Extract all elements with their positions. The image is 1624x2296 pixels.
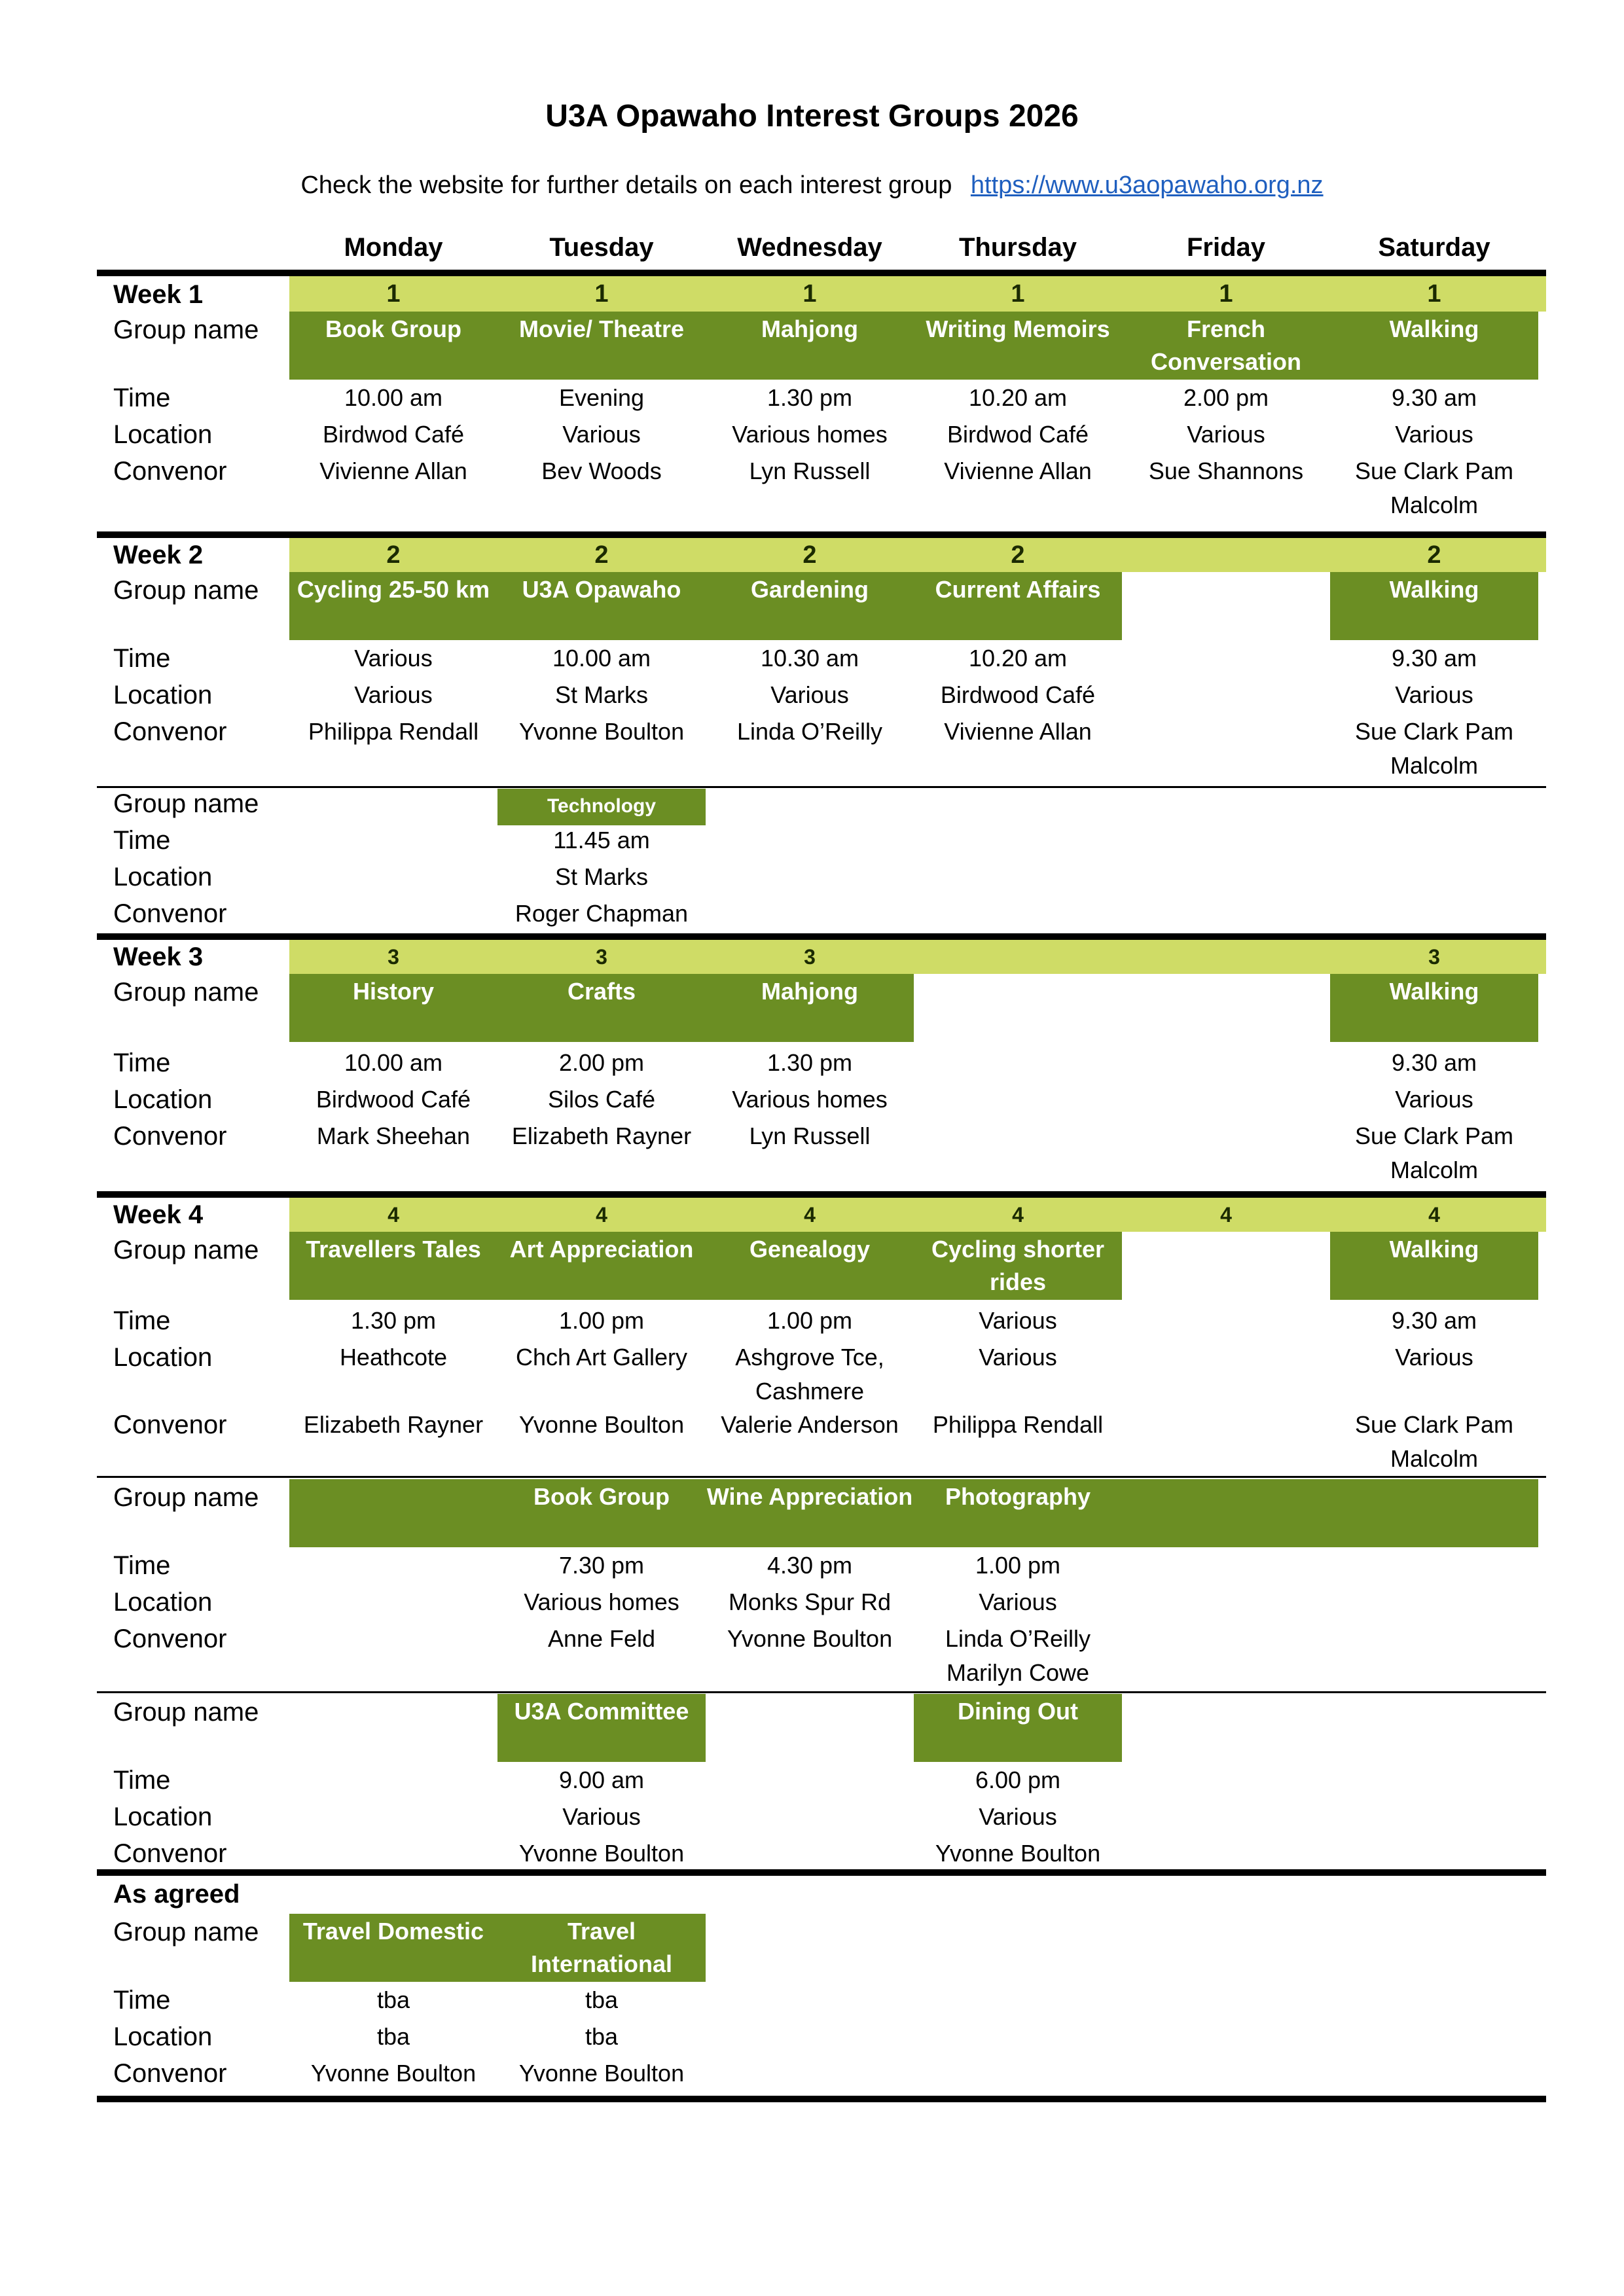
group-name-cell[interactable]: Travellers Tales [289, 1232, 497, 1300]
convenor-label: Convenor [113, 899, 227, 928]
group-convenor: Valerie Anderson [721, 1411, 899, 1438]
group-name-cell[interactable]: Book Group [497, 1479, 706, 1547]
group-time: 10.00 am [552, 645, 651, 672]
group-convenor: Vivienne Allan [319, 457, 467, 484]
group-time: 9.30 am [1391, 645, 1477, 672]
group-name-cell[interactable]: Walking [1330, 974, 1538, 1042]
divider-line [97, 1191, 1546, 1198]
location-label: Location [113, 1588, 213, 1617]
group-name-cell[interactable]: U3A Committee [497, 1694, 706, 1762]
week-number: 3 [1428, 945, 1440, 969]
group-name-cell[interactable]: Writing Memoirs [914, 312, 1122, 380]
group-convenor: Sue Clark Pam Malcolm [1354, 1122, 1514, 1183]
group-location: St Marks [554, 863, 648, 890]
group-convenor: Yvonne Boulton [518, 2060, 685, 2087]
group-name-label: Group name [113, 576, 259, 605]
group-convenor: Mark Sheehan [316, 1122, 471, 1149]
group-time: 2.00 pm [1183, 384, 1269, 411]
divider-line [97, 270, 1546, 276]
group-time: Various [354, 645, 433, 672]
week-number: 1 [803, 280, 817, 308]
page-title: U3A Opawaho Interest Groups 2026 [545, 99, 1079, 134]
week-number: 3 [804, 945, 816, 969]
group-location: Various [354, 681, 433, 708]
group-time: 1.00 pm [975, 1552, 1061, 1579]
time-label: Time [113, 1551, 171, 1580]
group-location: Various [562, 421, 641, 448]
group-name-cell[interactable]: Travel International [497, 1914, 706, 1982]
group-location: Birdwod Café [947, 421, 1089, 448]
group-name-cell[interactable]: Current Affairs [914, 572, 1122, 640]
convenor-label: Convenor [113, 1839, 227, 1868]
group-location: Birdwood Café [940, 681, 1096, 708]
divider-line [97, 1476, 1546, 1478]
divider-line [97, 1691, 1546, 1693]
group-location: Various homes [732, 421, 888, 448]
group-name-cell[interactable]: Book Group [289, 312, 497, 380]
convenor-label: Convenor [113, 1410, 227, 1439]
group-name-label: Group name [113, 1918, 259, 1946]
group-time: 2.00 pm [558, 1049, 645, 1076]
group-location: Birdwod Café [322, 421, 465, 448]
day-header-thursday: Thursday [958, 233, 1077, 262]
group-time: 10.20 am [968, 384, 1068, 411]
group-location: Various [979, 1803, 1057, 1830]
group-location: Various homes [732, 1086, 888, 1113]
group-name-cell[interactable]: Travel Domestic [289, 1914, 497, 1982]
location-label: Location [113, 1343, 213, 1372]
divider-line [97, 786, 1546, 788]
group-location: tba [376, 2023, 410, 2050]
group-time: 11.45 am [553, 827, 650, 853]
time-label: Time [113, 644, 171, 673]
group-name-cell[interactable]: Gardening [706, 572, 914, 640]
week-number: 1 [594, 280, 609, 308]
group-name-cell [1330, 1479, 1538, 1547]
group-location: Various [1187, 421, 1265, 448]
group-name-cell[interactable]: Cycling 25-50 km [289, 572, 497, 640]
group-time: 10.00 am [344, 384, 443, 411]
convenor-label: Convenor [113, 1122, 227, 1151]
week-number: 4 [1428, 1203, 1440, 1227]
week-number: 1 [1011, 280, 1025, 308]
group-name-cell[interactable]: Mahjong [706, 312, 914, 380]
group-time: tba [376, 1986, 410, 2013]
group-name-cell[interactable]: Genealogy [706, 1232, 914, 1300]
group-name-cell[interactable]: French Conversation [1122, 312, 1330, 380]
group-time: 9.30 am [1391, 1049, 1477, 1076]
day-header-friday: Friday [1186, 233, 1266, 262]
divider-line [97, 531, 1546, 538]
week-label: Week 1 [113, 280, 204, 309]
week-number: 4 [596, 1203, 607, 1227]
group-time: 6.00 pm [975, 1767, 1061, 1793]
group-name-cell[interactable]: Movie/ Theatre [497, 312, 706, 380]
group-time: 4.30 pm [767, 1552, 853, 1579]
group-convenor: Philippa Rendall [308, 718, 479, 745]
convenor-label: Convenor [113, 1624, 227, 1653]
group-name-label: Group name [113, 1698, 259, 1727]
group-name-label: Group name [113, 315, 259, 344]
group-name-cell [1122, 1479, 1330, 1547]
group-convenor: Yvonne Boulton [518, 1411, 685, 1438]
week-label: As agreed [113, 1880, 240, 1909]
week-number: 3 [388, 945, 399, 969]
time-label: Time [113, 1306, 171, 1335]
time-label: Time [113, 384, 171, 412]
group-time: 1.30 pm [767, 384, 853, 411]
group-location: Heathcote [339, 1344, 448, 1371]
time-label: Time [113, 1986, 171, 2015]
group-time: 1.30 pm [350, 1307, 437, 1334]
group-time: 10.30 am [760, 645, 859, 672]
group-location: Various [979, 1344, 1057, 1371]
group-location: tba [585, 2023, 619, 2050]
group-time: 1.00 pm [767, 1307, 853, 1334]
group-name-cell[interactable]: Photography [914, 1479, 1122, 1547]
location-label: Location [113, 681, 213, 709]
week-number: 4 [1220, 1203, 1232, 1227]
group-name-cell[interactable]: Walking [1330, 1232, 1538, 1300]
group-time: 7.30 pm [558, 1552, 645, 1579]
location-label: Location [113, 863, 213, 891]
group-convenor: Yvonne Boulton [935, 1840, 1101, 1867]
group-name-cell[interactable]: Crafts [497, 974, 706, 1042]
week-number: 3 [596, 945, 607, 969]
group-name-cell[interactable]: History [289, 974, 497, 1042]
group-name-cell[interactable]: Art Appreciation [497, 1232, 706, 1300]
website-link[interactable]: https://www.u3aopawaho.org.nz [970, 171, 1324, 199]
group-time: tba [585, 1986, 619, 2013]
group-convenor: Lyn Russell [749, 457, 871, 484]
group-location: Various [1395, 681, 1473, 708]
week-number: 2 [1427, 541, 1441, 569]
subtitle-text: Check the website for further details on each interest group [300, 171, 952, 199]
group-name-label: Group name [113, 1483, 259, 1512]
group-convenor: Elizabeth Rayner [511, 1122, 692, 1149]
group-time: 10.20 am [968, 645, 1068, 672]
week-label: Week 3 [113, 942, 204, 971]
group-location: Various [1395, 1086, 1473, 1113]
group-convenor: Sue Clark Pam Malcolm [1354, 457, 1514, 518]
location-label: Location [113, 420, 213, 449]
group-name-cell[interactable]: Dining Out [914, 1694, 1122, 1762]
group-name-label: Group name [113, 789, 259, 818]
group-name-label: Group name [113, 1236, 259, 1265]
group-location: Various [1395, 1344, 1473, 1371]
day-header-wednesday: Wednesday [737, 233, 882, 262]
week-number: 1 [1219, 280, 1233, 308]
group-name-cell[interactable]: Wine Appreciation [706, 1479, 914, 1547]
group-convenor: Vivienne Allan [944, 457, 1092, 484]
group-time: 9.30 am [1391, 1307, 1477, 1334]
divider-line [97, 1869, 1546, 1876]
week-number: 4 [804, 1203, 816, 1227]
location-label: Location [113, 2022, 213, 2051]
group-location: Monks Spur Rd [728, 1588, 892, 1615]
week-label: Week 2 [113, 541, 204, 569]
group-name-label: Group name [113, 978, 259, 1007]
group-convenor: Roger Chapman [514, 900, 689, 927]
time-label: Time [113, 826, 171, 855]
group-name-cell[interactable]: Mahjong [706, 974, 914, 1042]
group-convenor: Anne Feld [547, 1625, 656, 1652]
group-location: Silos Café [547, 1086, 656, 1113]
group-convenor: Elizabeth Rayner [303, 1411, 484, 1438]
week-number: 2 [594, 541, 609, 569]
group-convenor: Sue Clark Pam Malcolm [1354, 1411, 1514, 1472]
group-convenor: Yvonne Boulton [518, 1840, 685, 1867]
group-name-cell [289, 1479, 497, 1547]
group-convenor: Yvonne Boulton [310, 2060, 477, 2087]
week-label: Week 4 [113, 1200, 204, 1229]
group-convenor: Linda O’Reilly Marilyn Cowe [945, 1625, 1091, 1686]
day-header-tuesday: Tuesday [549, 233, 654, 262]
group-location: Various homes [524, 1588, 679, 1615]
group-time: Various [979, 1307, 1057, 1334]
convenor-label: Convenor [113, 457, 227, 486]
group-name-cell[interactable]: U3A Opawaho [497, 572, 706, 640]
time-label: Time [113, 1766, 171, 1795]
group-convenor: Philippa Rendall [932, 1411, 1104, 1438]
day-header-saturday: Saturday [1378, 233, 1490, 262]
divider-line [97, 933, 1546, 940]
bottom-divider-line [97, 2096, 1546, 2102]
group-location: Various [770, 681, 849, 708]
group-time: Evening [558, 384, 645, 411]
group-convenor: Sue Clark Pam Malcolm [1354, 718, 1514, 779]
week-number: 1 [1427, 280, 1441, 308]
group-time: 10.00 am [344, 1049, 443, 1076]
group-convenor: Sue Shannons [1148, 457, 1304, 484]
location-label: Location [113, 1803, 213, 1831]
group-name-cell[interactable]: Cycling shorter rides [914, 1232, 1122, 1300]
group-location: St Marks [554, 681, 648, 708]
group-location: Various [562, 1803, 641, 1830]
group-name-cell[interactable]: Walking [1330, 572, 1538, 640]
group-convenor: Lyn Russell [749, 1122, 871, 1149]
convenor-label: Convenor [113, 2059, 227, 2088]
group-location: Chch Art Gallery [515, 1344, 688, 1371]
week-number: 4 [1012, 1203, 1024, 1227]
week-number: 2 [1011, 541, 1025, 569]
page-subtitle [0, 171, 1624, 200]
time-label: Time [113, 1049, 171, 1077]
convenor-label: Convenor [113, 717, 227, 746]
group-time: 9.00 am [558, 1767, 645, 1793]
week-number: 2 [803, 541, 817, 569]
group-convenor: Linda O’Reilly [736, 718, 883, 745]
day-header-monday: Monday [344, 233, 443, 262]
group-name-cell[interactable]: Technology [497, 789, 706, 825]
week-number: 4 [388, 1203, 399, 1227]
location-label: Location [113, 1085, 213, 1114]
group-convenor: Yvonne Boulton [727, 1625, 893, 1652]
group-location: Various [1395, 421, 1473, 448]
group-location: Various [979, 1588, 1057, 1615]
week-number: 1 [386, 280, 401, 308]
group-name-cell[interactable]: Walking [1330, 312, 1538, 380]
group-convenor: Vivienne Allan [944, 718, 1092, 745]
group-convenor: Bev Woods [541, 457, 662, 484]
group-time: 1.30 pm [767, 1049, 853, 1076]
group-convenor: Yvonne Boulton [518, 718, 685, 745]
group-time: 9.30 am [1391, 384, 1477, 411]
group-location: Ashgrove Tce, Cashmere [735, 1344, 884, 1405]
group-location: Birdwood Café [316, 1086, 471, 1113]
group-time: 1.00 pm [558, 1307, 645, 1334]
week-number: 2 [386, 541, 401, 569]
